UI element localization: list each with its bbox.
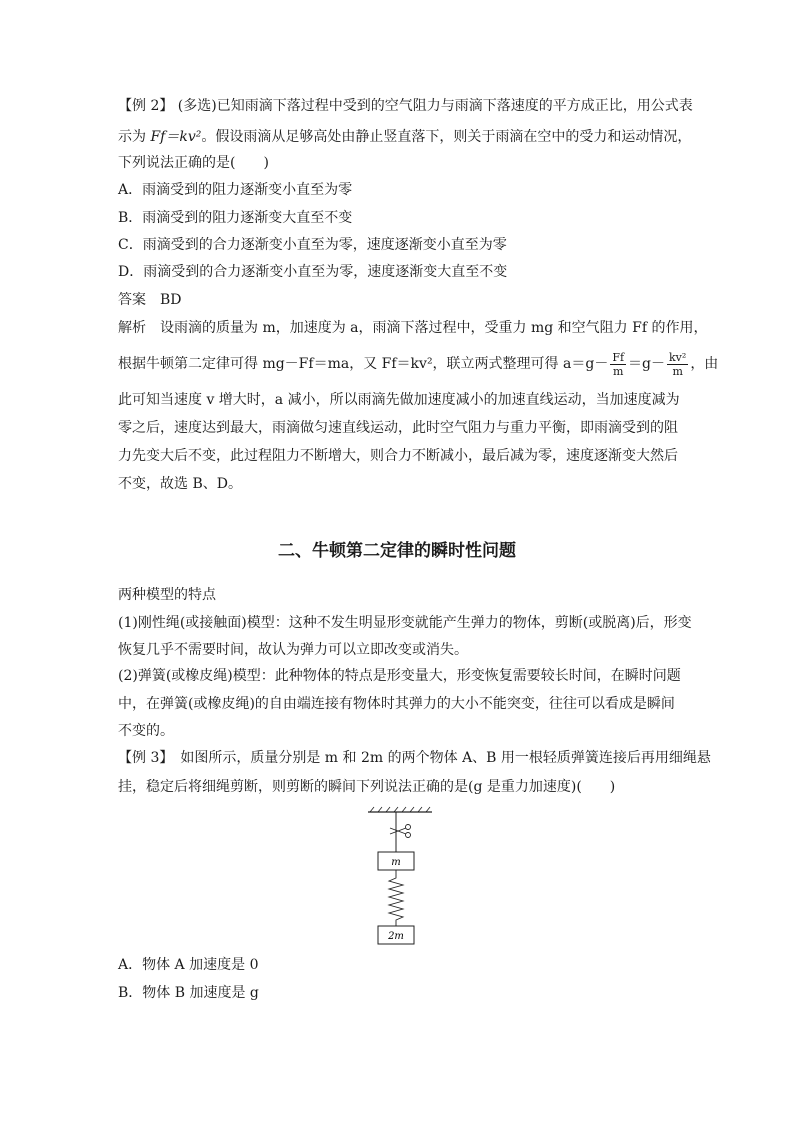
analysis-line2-mid: ＝g－ [628, 356, 666, 372]
model2-line1: (2)弹簧(或橡皮绳)模型：此种物体的特点是形变量大，形变恢复需要较长时间，在瞬时问题 [118, 668, 681, 684]
model2-line2: 中，在弹簧(或橡皮绳)的自由端连接有物体时其弹力的大小不能突变，往往可以看成是瞬间 [118, 696, 675, 712]
resistance-formula: Ff＝kv² [150, 129, 202, 145]
analysis-line5: 力先变大后不变，此过程阻力不断增大，则合力不断减小，最后减为零，速度逐渐变大然后 [118, 448, 678, 464]
fraction1-denominator: m [612, 364, 624, 378]
model2-line3: 不变的。 [118, 723, 174, 739]
model1-line1: (1)刚性绳(或接触面)模型：这种不发生明显形变就能产生弹力的物体，剪断(或脱离)后，形变 [118, 615, 692, 631]
analysis-line2 [118, 349, 719, 379]
spring-mass-figure [360, 806, 440, 950]
example2-line1: 【例 2】 (多选)已知雨滴下落过程中受到的空气阻力与雨滴下落速度的平方成正比，用公式表 [118, 98, 693, 114]
analysis-line2-post: ，由 [690, 356, 719, 372]
example3-line1: 【例 3】 如图所示，质量分别是 m 和 2m 的两个物体 A、B 用一根轻质弹簧连接后再用细绳悬 [118, 750, 711, 766]
spring [389, 870, 403, 926]
fraction2-denominator: m [672, 364, 683, 378]
analysis-line4: 零之后，速度达到最大，雨滴做匀速直线运动，此时空气阻力与重力平衡，即雨滴受到的阻 [118, 420, 678, 436]
example2-line2 [118, 127, 692, 147]
example2-option-a: A．雨滴受到的阻力逐渐变小直至为零 [118, 182, 353, 198]
example3-line2: 挂，稳定后将细绳剪断，则剪断的瞬间下列说法正确的是(g 是重力加速度)( ) [118, 779, 616, 795]
section-heading: 二、牛顿第二定律的瞬时性问题 [278, 541, 516, 561]
ceiling-support [368, 807, 432, 812]
analysis-line2-pre: 根据牛顿第二定律可得 mg－Ff＝ma，又 Ff＝kv²，联立两式整理可得 a＝g－ [118, 356, 609, 372]
example2-option-b: B．雨滴受到的阻力逐渐变大直至不变 [118, 210, 353, 226]
example2-answer: 答案 BD [118, 292, 182, 308]
fraction-ff-over-m [610, 351, 626, 378]
scissors-icon [390, 825, 411, 838]
analysis-line3: 此可知当速度 v 增大时，a 减小，所以雨滴先做加速度减小的加速直线运动，当加速度减为 [118, 392, 680, 408]
models-title: 两种模型的特点 [118, 587, 216, 603]
fraction-kv2-over-m [667, 351, 688, 378]
model1-line2: 恢复几乎不需要时间，故认为弹力可以立即改变或消失。 [118, 642, 468, 658]
example2-line3: 下列说法正确的是( ) [118, 155, 269, 171]
example2-line2-prefix: 示为 [118, 129, 151, 145]
lower-block-label: 2m [388, 931, 404, 942]
example3-option-a: A．物体 A 加速度是 0 [118, 957, 259, 973]
fraction1-numerator: Ff [612, 350, 625, 364]
example2-option-d: D．雨滴受到的合力逐渐变小直至为零，速度逐渐变大直至不变 [118, 264, 508, 280]
upper-block-label: m [391, 857, 401, 868]
example3-option-b: B．物体 B 加速度是 g [118, 985, 259, 1001]
example2-line2-suffix: 。假设雨滴从足够高处由静止竖直落下，则关于雨滴在空中的受力和运动情况， [201, 129, 692, 145]
fraction2-numerator: kv² [669, 350, 687, 364]
example2-option-c: C．雨滴受到的合力逐渐变小直至为零，速度逐渐变小直至为零 [118, 237, 507, 253]
analysis-line1: 解析 设雨滴的质量为 m，加速度为 a，雨滴下落过程中，受重力 mg 和空气阻力 Ff 的作用， [118, 320, 708, 336]
analysis-line6: 不变，故选 B、D。 [118, 476, 242, 492]
